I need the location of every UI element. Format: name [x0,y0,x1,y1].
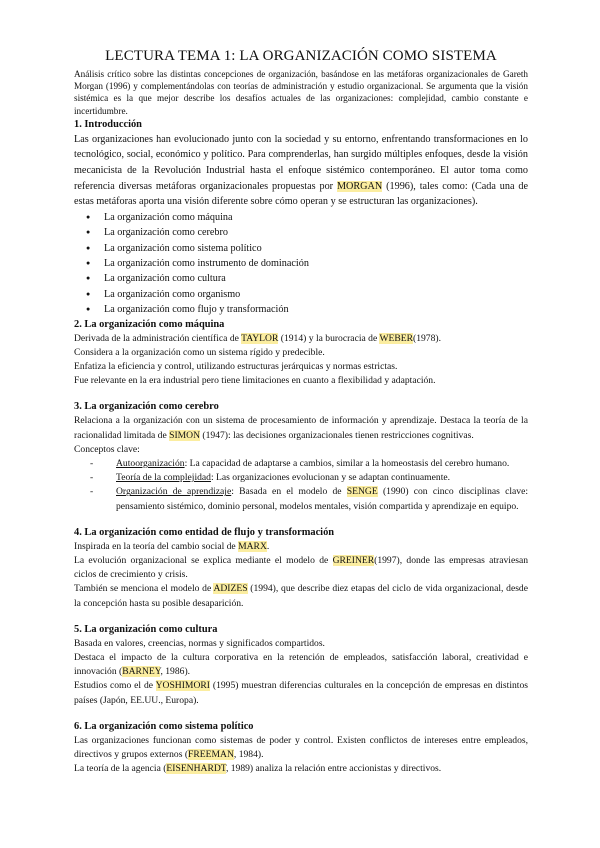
section-2-line: Fue relevante en la era industrial pero tiene limitaciones en cuanto a flexibilidad y adaptación. [74,375,436,387]
list-item: ● La organización como máquina [104,210,528,225]
author-highlight: EISENHARDT [166,763,226,775]
author-highlight: FREEMAN [188,749,234,761]
author-highlight: TAYLOR [241,332,279,344]
section-4-line: Inspirada en la teoría del cambio social de MARX. [74,540,270,552]
author-highlight: SIMON [169,429,201,441]
section-6-heading: 6. La organización como sistema político [74,720,254,732]
section-5-heading: 5. La organización como cultura [74,623,218,635]
section-1-heading: 1. Introducción [74,118,142,130]
section-5-line: Estudios como el de YOSHIMORI (1995) muestran diferencias culturales en la concepción de empresas en distintos países (Japón, EE.UU., Europa). [74,680,528,706]
author-highlight: SENGE [346,486,378,498]
section-2-line: Derivada de la administración científica de TAYLOR (1914) y la burocracia de WEBER(1978). [74,332,441,344]
section-3-heading: 3. La organización como cerebro [74,401,219,413]
section-6-line: Las organizaciones funcionan como sistemas de poder y control. Existen conflictos de intereses entre empleados, directivos y grupos externos (FREEMAN, 1984). [74,734,528,761]
section-5-line: Destaca el impacto de la cultura corporativa en la retención de empleados, satisfacción laboral, creatividad e innovación (BARNEY, 1986). [74,652,528,678]
author-highlight: GREINER [332,555,375,567]
section-4-line: También se menciona el modelo de ADIZES (1994), que describe diez etapas del ciclo de vida organizacional, desde la concepción hasta su posible desaparición. [74,583,528,609]
list-item: ● La organización como flujo y transformación [104,302,528,317]
author-highlight: MORGAN [336,180,383,192]
concepts-list [74,457,528,514]
list-item: - Organización de aprendizaje: Basada en el modelo de SENGE (1990) con cinco disciplinas clave: pensamiento sistémico, dominio personal, modelos mentales, visión compartida y aprendizaje en equipo. [116,485,528,513]
author-highlight: BARNEY [122,666,161,678]
section-2-heading: 2. La organización como máquina [74,318,225,330]
author-highlight: YOSHIMORI [155,680,210,692]
section-2-line: Considera a la organización como un sistema rígido y predecible. [74,346,325,358]
section-4-heading: 4. La organización como entidad de flujo y transformación [74,526,335,538]
concepts-label: Conceptos clave: [74,443,140,455]
list-item: ● La organización como cultura [104,271,528,286]
list-item: ● La organización como cerebro [104,225,528,240]
list-item: ● La organización como organismo [104,287,528,302]
list-item: ● La organización como sistema político [104,241,528,256]
metaphor-list [74,210,528,318]
author-highlight: ADIZES [213,583,248,595]
section-3-paragraph: Relaciona a la organización con un sistema de procesamiento de información y aprendizaje. Destaca la teoría de la racionalidad limitada de SIMON (1947): las decisiones organizacionales tienen restricciones cognitivas. [74,415,528,441]
author-highlight: MARX [238,540,267,552]
list-item: - Autoorganización: La capacidad de adaptarse a cambios, similar a la homeostasis del cerebro humano. [116,457,528,471]
abstract: Análisis crítico sobre las distintas concepciones de organización, basándose en las metáforas organizacionales de Gareth Morgan (1996) y complementándolas con teorías de administración y estudio organizacional. Se argumenta que la visión sistémica es la que mejor describe los desafíos actuales de las organizaciones: complejidad, cambio constante e incertidumbre. [74,69,528,116]
section-6-line: La teoría de la agencia (EISENHARDT, 1989) analiza la relación entre accionistas y directivos. [74,763,442,775]
section-2-line: Enfatiza la eficiencia y control, utilizando estructuras jerárquicas y normas estrictas. [74,361,398,373]
list-item: ● La organización como instrumento de dominación [104,256,528,271]
page-title: LECTURA TEMA 1: LA ORGANIZACIÓN COMO SISTEMA [105,48,497,64]
section-5-line: Basada en valores, creencias, normas y significados compartidos. [74,637,325,649]
section-1-paragraph: Las organizaciones han evolucionado junto con la sociedad y su entorno, enfrentando transformaciones en lo tecnológico, social, económico y político. Para comprenderlas, han surgido múltiples enfoques, desde la visión mecanicista de la Revolución Industrial hasta el enfoque sistémico contemporáneo. El autor toma como referencia diversas metáforas organizacionales propuestas por MORGAN (1996), tales como: (Cada una de estas metáforas aporta una visión diferente sobre cómo operan y se estructuran las organizaciones). [74,133,528,208]
section-4-line: La evolución organizacional se explica mediante el modelo de GREINER(1997), donde las empresas atraviesan ciclos de crecimiento y crisis. [74,555,528,581]
list-item: - Teoría de la complejidad: Las organizaciones evolucionan y se adaptan continuamente. [116,471,528,485]
author-highlight: WEBER [379,332,414,344]
